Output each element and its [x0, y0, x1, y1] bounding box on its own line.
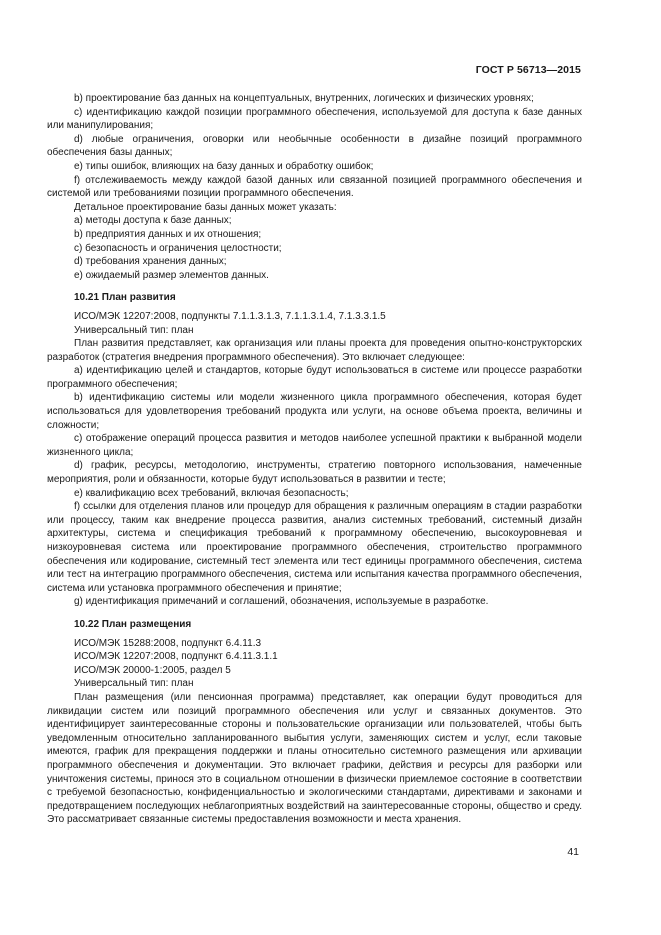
reference-line: ИСО/МЭК 20000-1:2005, раздел 5: [74, 664, 231, 676]
list-item: b) идентификацию системы или модели жизненного цикла программного обеспечения, которая будет использоваться для удовлетворения требований продукта или услуги, на основе объема проекта, величины и сложности;: [47, 392, 582, 431]
list-item: a) методы доступа к базе данных;: [74, 215, 232, 227]
section-heading: 10.22 План размещения: [74, 618, 192, 630]
list-item: c) отображение операций процесса развития и методов наиболее успешной практики к выбранной модели жизненного цикла;: [47, 433, 582, 458]
paragraph: Детальное проектирование базы данных может указать:: [74, 201, 337, 213]
list-item: a) идентификацию целей и стандартов, которые будут использоваться в системе или процессе разработки программного обеспечения;: [47, 365, 582, 390]
list-item: b) проектирование баз данных на концептуальных, внутренних, логических и физических уровнях;: [74, 93, 534, 104]
list-item: d) график, ресурсы, методологию, инструменты, стратегию повторного использования, намеченные мероприятия, роли и обязанности, которые будут использоваться в развитии и тесте;: [47, 460, 582, 486]
list-item: f) ссылки для отделения планов или процедур для обращения к различным операциям в стадии разработки или процессу, таким как внедрение процесса развития, анализ системных требований, системный дизайн архитектуры, система и спецификация требований к программному обеспечению, высокоуровневая и низкоуровневая система или проектирование программного обеспечения, строительство программного обеспечения или кодирование, системный тест элемента или тест единицы программного обеспечения, система или тест на интеграцию программного обеспечения, система или испытания качества программного обеспечения, система или установка программного обеспечения и принятие;: [47, 501, 582, 594]
list-item: d) требования хранения данных;: [74, 256, 227, 268]
list-item: d) любые ограничения, оговорки или необычные особенности в дизайне позиций программного обеспечения базы данных;: [47, 133, 582, 159]
reference-line: ИСО/МЭК 15288:2008, подпункт 6.4.11.3: [74, 637, 262, 649]
paragraph: План размещения (или пенсионная программа) представляет, как операции будут проводиться для ликвидации систем или позиций программного обеспечения или услуг и связанных документов. Это идентифицирует заинтересованные стороны и пользовательские организации или пользователей, чтобы быть уведомленным относительно запланированного выбытия услуги, заменяющих систем и услуг, если таковые имеются, график для прекращения поддержки и планы относительно системного размещения или архивации программного обеспечения и документации. Это включает графики, действия и ресурсы для разборки или уничтожения системы, принося это в социальном отношении в физически приемлемое состояние в соответствии с требуемой безопасностью, конфиденциальностью и экологическими стандартами, директивами и законами и предотвращением последующих неблагоприятных воздействий на заинтересованные стороны, общество и среду. Это рассматривает связанные системы предоставления возможности и места хранения.: [47, 691, 582, 826]
list-item: e) ожидаемый размер элементов данных.: [74, 269, 269, 281]
list-item: c) идентификацию каждой позиции программного обеспечения, используемой для доступа к базе данных или манипулирования;: [47, 106, 582, 132]
document-code: ГОСТ Р 56713—2015: [475, 64, 581, 76]
list-item: c) безопасность и ограничения целостности;: [74, 242, 282, 254]
list-item: e) типы ошибок, влияющих на базу данных и обработку ошибок;: [74, 160, 374, 172]
page-number: 41: [567, 846, 579, 858]
list-item: b) предприятия данных и их отношения;: [74, 228, 262, 240]
reference-line: ИСО/МЭК 12207:2008, подпункт 6.4.11.3.1.1: [74, 651, 278, 663]
paragraph: План развития представляет, как организация или планы проекта для проведения опытно-конструкторских разработок (стратегия внедрения программного обеспечения). Это включает следующее:: [47, 338, 582, 363]
type-line: Универсальный тип: план: [74, 678, 194, 690]
reference-line: ИСО/МЭК 12207:2008, подпункты 7.1.1.3.1.3, 7.1.1.3.1.4, 7.1.3.3.1.5: [74, 310, 386, 322]
list-item: e) квалификацию всех требований, включая безопасность;: [74, 487, 349, 499]
type-line: Универсальный тип: план: [74, 324, 194, 336]
section-heading: 10.21 План развития: [74, 292, 176, 304]
list-item: f) отслеживаемость между каждой базой данных или связанной позицией программного обеспечения и системой или требованиями позиции программного обеспечения.: [47, 174, 582, 200]
page-body: [47, 92, 582, 827]
list-item: g) идентификация примечаний и соглашений, обозначения, используемые в разработке.: [74, 596, 489, 608]
